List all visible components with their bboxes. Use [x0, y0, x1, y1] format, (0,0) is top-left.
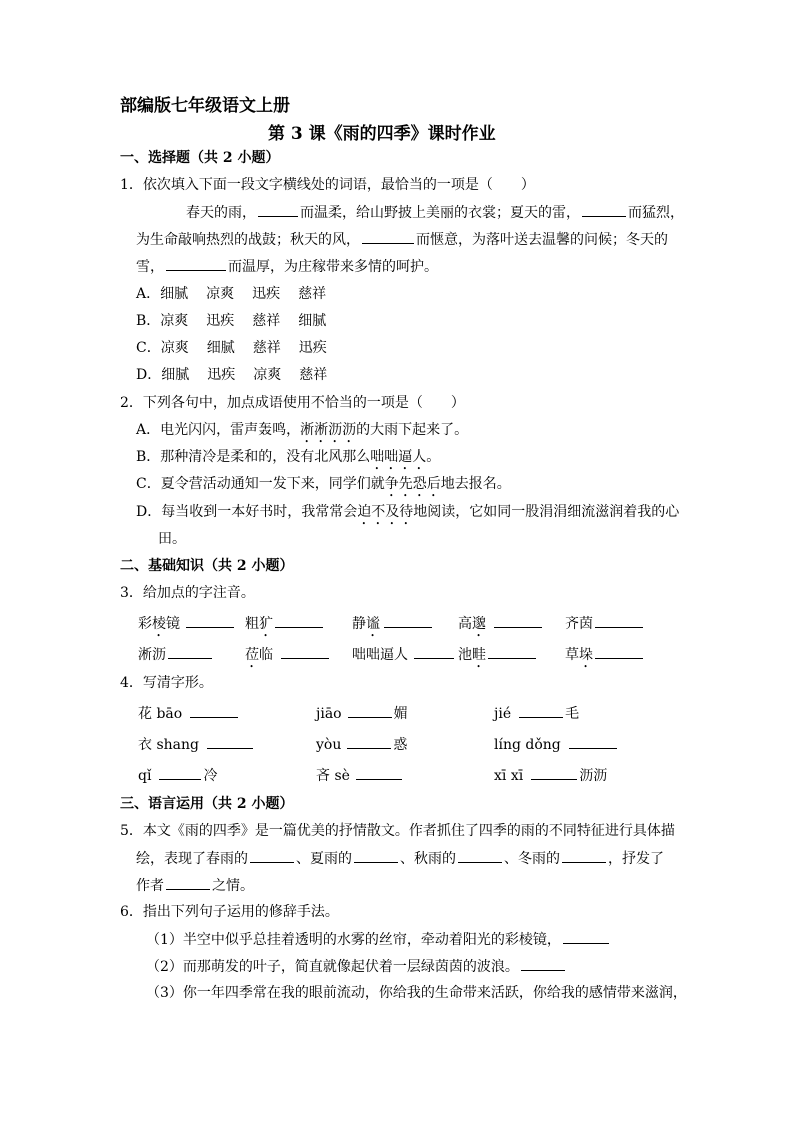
section-heading-basics: 二、基础知识（共 2 小题） — [120, 558, 294, 574]
glyph-item: jié 毛 — [494, 703, 579, 724]
answer-blank[interactable] — [159, 765, 201, 780]
answer-blank[interactable] — [354, 848, 398, 863]
answer-blank[interactable] — [458, 848, 502, 863]
question-5-line-3: 作者 之情。 — [136, 875, 254, 896]
answer-blank[interactable] — [166, 256, 226, 271]
question-1-passage-line-1: 春天的雨， 而温柔，给山野披上美丽的衣裳；夏天的雷， 而猛烈， — [186, 202, 684, 223]
question-5-line-1: 5．本文《雨的四季》是一篇优美的抒情散文。作者抓住了四季的雨的不同特征进行具体描 — [120, 823, 675, 839]
question-2-option-d[interactable]: D．每当收到一本好书时，我常常会迫不及待地阅读，它如同一股涓涓细流滋润着我的心 — [136, 504, 680, 520]
glyph-item: 吝 sè — [316, 765, 404, 786]
answer-blank[interactable] — [569, 734, 617, 749]
question-6-sentence-2: （2）而那萌发的叶子，简直就像起伏着一层绿茵茵的波浪。 — [146, 956, 567, 977]
glyph-item: jiāo 媚 — [316, 703, 408, 724]
question-4-stem: 4．写清字形。 — [120, 675, 213, 691]
pinyin-item: 静谧 — [352, 613, 434, 640]
question-1-passage-line-3: 雪， 而温厚，为庄稼带来多情的呵护。 — [136, 256, 438, 277]
pinyin-item: 莅临 — [245, 644, 331, 671]
question-1-stem: 1．依次填入下面一段文字横线处的词语，最恰当的一项是（ ） — [120, 177, 535, 193]
question-1-passage-line-2: 为生命敲响热烈的战鼓；秋天的风， 而惬意，为落叶送去温馨的问候；冬天的 — [136, 229, 668, 250]
question-1-option-a[interactable]: A．细腻 凉爽 迅疾 慈祥 — [136, 286, 327, 302]
answer-blank[interactable] — [356, 765, 402, 780]
glyph-item: 花 bāo — [138, 703, 240, 724]
question-5-line-2: 绘，表现了春雨的 、夏雨的 、秋雨的 、冬雨的 ，抒发了 — [136, 848, 664, 869]
glyph-item: yòu 惑 — [316, 734, 407, 755]
answer-blank[interactable] — [168, 644, 212, 659]
answer-blank[interactable] — [519, 703, 563, 718]
answer-blank[interactable] — [563, 929, 609, 944]
pinyin-item: 淅沥 — [138, 644, 214, 671]
answer-blank[interactable] — [562, 848, 606, 863]
question-3-stem: 3．给加点的字注音。 — [120, 585, 255, 601]
answer-blank[interactable] — [595, 613, 643, 628]
pinyin-item: 彩棱镜 — [138, 613, 236, 640]
section-heading-choice: 一、选择题（共 2 小题） — [120, 150, 280, 166]
answer-blank[interactable] — [582, 202, 626, 217]
pinyin-item: 粗犷 — [245, 613, 325, 640]
answer-blank[interactable] — [488, 644, 536, 659]
question-1-option-c[interactable]: C．凉爽 细腻 慈祥 迅疾 — [136, 340, 327, 356]
answer-blank[interactable] — [384, 613, 432, 628]
question-2-stem: 2．下列各句中，加点成语使用不恰当的一项是（ ） — [120, 395, 465, 411]
question-6-sentence-1: （1）半空中似乎总挂着透明的水雾的丝帘，牵动着阳光的彩棱镜， — [146, 929, 611, 950]
question-6-sentence-3: （3）你一年四季常在我的眼前流动，你给我的生命带来活跃，你给我的感情带来滋润， — [146, 985, 687, 1001]
glyph-item: xī xī 沥沥 — [494, 765, 607, 786]
answer-blank[interactable] — [275, 613, 323, 628]
answer-blank[interactable] — [258, 202, 298, 217]
question-1-option-b[interactable]: B．凉爽 迅疾 慈祥 细腻 — [136, 313, 327, 329]
question-2-option-d-continued: 田。 — [158, 531, 186, 547]
answer-blank[interactable] — [347, 734, 391, 749]
answer-blank[interactable] — [521, 956, 565, 971]
answer-blank[interactable] — [250, 848, 294, 863]
glyph-item: qǐ 冷 — [138, 765, 217, 786]
pinyin-item: 高邈 — [458, 613, 544, 640]
question-1-option-d[interactable]: D．细腻 迅疾 凉爽 慈祥 — [136, 367, 328, 383]
pinyin-item: 齐茵 — [565, 613, 645, 640]
question-2-option-b[interactable]: B．那种清冷是柔和的，没有北风那么咄咄逼人。 — [136, 449, 441, 465]
glyph-item: 衣 shang — [138, 734, 255, 755]
answer-blank[interactable] — [190, 703, 238, 718]
answer-blank[interactable] — [494, 613, 542, 628]
question-6-stem: 6．指出下列句子运用的修辞手法。 — [120, 904, 339, 920]
answer-blank[interactable] — [362, 229, 414, 244]
answer-blank[interactable] — [281, 644, 329, 659]
answer-blank[interactable] — [186, 613, 234, 628]
answer-blank[interactable] — [595, 644, 643, 659]
pinyin-item: 草垛 — [565, 644, 645, 671]
answer-blank[interactable] — [348, 703, 392, 718]
answer-blank[interactable] — [531, 765, 577, 780]
answer-blank[interactable] — [166, 875, 210, 890]
question-2-option-c[interactable]: C．夏令营活动通知一发下来，同学们就争先恐后地去报名。 — [136, 476, 511, 492]
book-title: 部编版七年级语文上册 — [120, 96, 290, 116]
section-heading-usage: 三、语言运用（共 2 小题） — [120, 796, 294, 812]
question-2-option-a[interactable]: A．电光闪闪，雷声轰鸣，淅淅沥沥的大雨下起来了。 — [136, 422, 469, 438]
lesson-title: 第 3 课《雨的四季》课时作业 — [268, 124, 496, 144]
pinyin-item: 池畦 — [458, 644, 538, 671]
answer-blank[interactable] — [414, 644, 454, 659]
pinyin-item: 咄咄逼人 — [352, 644, 456, 671]
glyph-item: líng dǒng — [494, 734, 619, 755]
answer-blank[interactable] — [207, 734, 253, 749]
